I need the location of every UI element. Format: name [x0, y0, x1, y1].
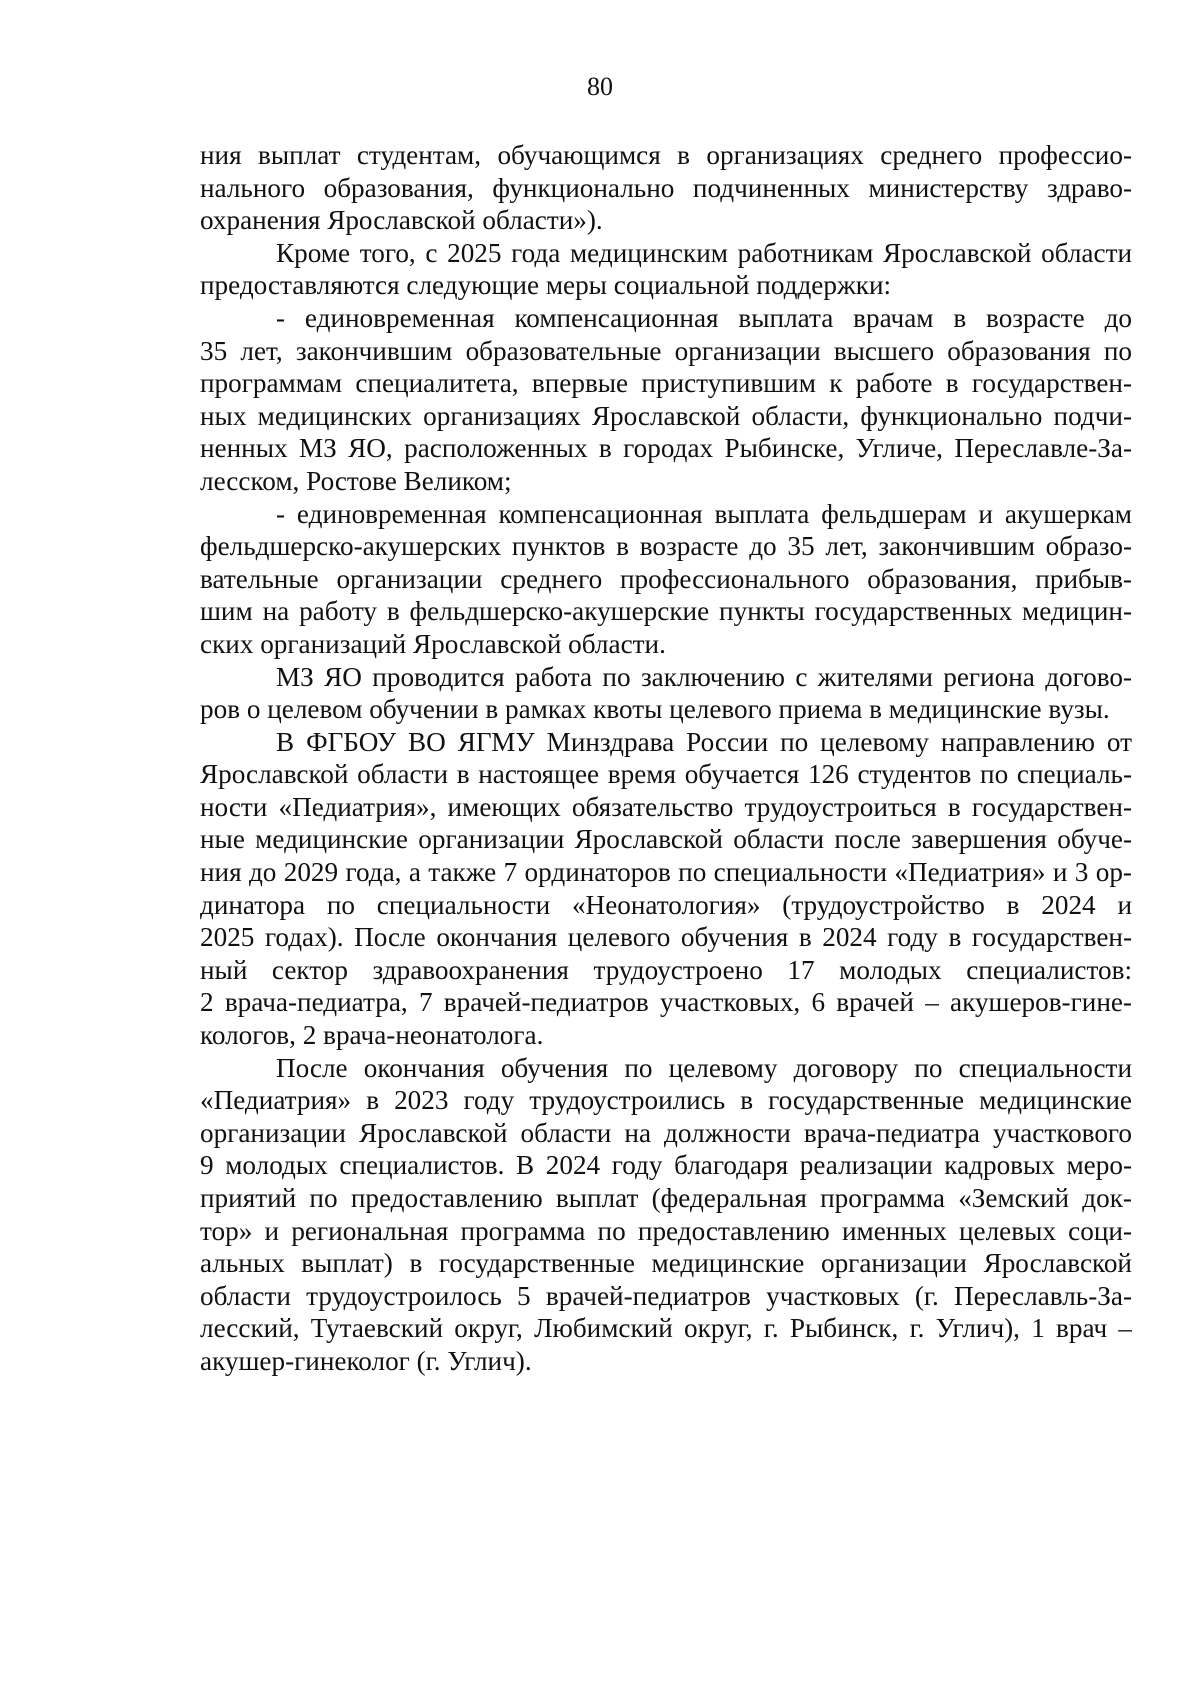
- text-line: акушер-гинеколог (г. Углич).: [200, 1345, 532, 1376]
- list-item: [200, 302, 1132, 498]
- text-line: ния до 2029 года, а также 7 ординаторов по специальности «Педиатрия» и 3 ор-: [200, 857, 1132, 888]
- text-line: кологов, 2 врача-неонатолога.: [200, 1020, 544, 1051]
- text-line: лесском, Ростове Великом;: [200, 465, 512, 496]
- text-line: «Педиатрия» в 2023 году трудоустроились в государственные медицинские: [200, 1085, 1132, 1116]
- text-line: 35 лет, закончившим образовательные организации высшего образования по: [200, 335, 1132, 366]
- text-line: предоставляются следующие меры социальной поддержки:: [200, 270, 892, 301]
- text-line: 9 молодых специалистов. В 2024 году благодаря реализации кадровых меро-: [200, 1150, 1132, 1181]
- text-line: В ФГБОУ ВО ЯГМУ Минздрава России по целевому направлению от: [276, 726, 1132, 757]
- text-line: охранения Ярославской области»).: [200, 205, 603, 236]
- text-line: лесский, Тутаевский округ, Любимский округ, г. Рыбинск, г. Углич), 1 врач –: [200, 1313, 1132, 1344]
- body-text: [200, 139, 1132, 1378]
- text-line: - единовременная компенсационная выплата врачам в возрасте до: [276, 302, 1132, 333]
- text-line: ный сектор здравоохранения трудоустроено 17 молодых специалистов:: [200, 954, 1132, 985]
- page-number: 80: [587, 72, 613, 101]
- paragraph: [200, 139, 1132, 237]
- text-line: Кроме того, с 2025 года медицинским работникам Ярославской области: [276, 237, 1132, 268]
- text-line: приятий по предоставлению выплат (федеральная программа «Земский док-: [200, 1183, 1132, 1213]
- list-item: [200, 498, 1132, 661]
- text-line: После окончания обучения по целевому договору по специальности: [276, 1052, 1132, 1083]
- text-line: МЗ ЯО проводится работа по заключению с жителями региона догово-: [276, 661, 1132, 692]
- text-line: альных выплат) в государственные медицинские организации Ярославской: [200, 1248, 1132, 1279]
- text-line: нального образования, функционально подчиненных министерству здраво-: [200, 172, 1132, 203]
- text-line: - единовременная компенсационная выплата фельдшерам и акушеркам: [276, 498, 1132, 529]
- text-line: ров о целевом обучении в рамках квоты целевого приема в медицинские вузы.: [200, 694, 1110, 725]
- text-line: программам специалитета, впервые приступившим к работе в государствен-: [200, 368, 1132, 399]
- text-line: фельдшерско-акушерских пунктов в возрасте до 35 лет, закончившим образо-: [200, 531, 1132, 562]
- text-line: организации Ярославской области на должности врача-педиатра участкового: [200, 1117, 1132, 1148]
- text-line: 2025 годах). После окончания целевого обучения в 2024 году в государствен-: [200, 922, 1132, 953]
- paragraph: [200, 1052, 1132, 1378]
- text-line: вательные организации среднего профессионального образования, прибыв-: [200, 563, 1132, 594]
- text-line: ния выплат студентам, обучающимся в организациях среднего профессио-: [200, 140, 1132, 170]
- text-line: Ярославской области в настоящее время обучается 126 студентов по специаль-: [200, 759, 1132, 790]
- text-line: области трудоустроилось 5 врачей-педиатров участковых (г. Переславль-За-: [200, 1280, 1132, 1311]
- text-line: тор» и региональная программа по предоставлению именных целевых соци-: [200, 1215, 1132, 1246]
- paragraph: [200, 661, 1132, 726]
- text-line: ских организаций Ярославской области.: [200, 628, 666, 659]
- text-line: ненных МЗ ЯО, расположенных в городах Рыбинске, Угличе, Переславле-За-: [200, 433, 1132, 464]
- text-line: шим на работу в фельдшерско-акушерские пункты государственных медицин-: [200, 596, 1132, 627]
- text-line: 2 врача-педиатра, 7 врачей-педиатров участковых, 6 врачей – акушеров-гине-: [200, 987, 1132, 1018]
- paragraph: [200, 726, 1132, 1052]
- text-line: ности «Педиатрия», имеющих обязательство трудоустроиться в государствен-: [200, 791, 1132, 822]
- text-line: ных медицинских организациях Ярославской области, функционально подчи-: [200, 400, 1132, 431]
- paragraph: [200, 237, 1132, 302]
- text-line: ные медицинские организации Ярославской области после завершения обуче-: [200, 824, 1132, 855]
- text-line: динатора по специальности «Неонатология» (трудоустройство в 2024 и: [200, 889, 1132, 920]
